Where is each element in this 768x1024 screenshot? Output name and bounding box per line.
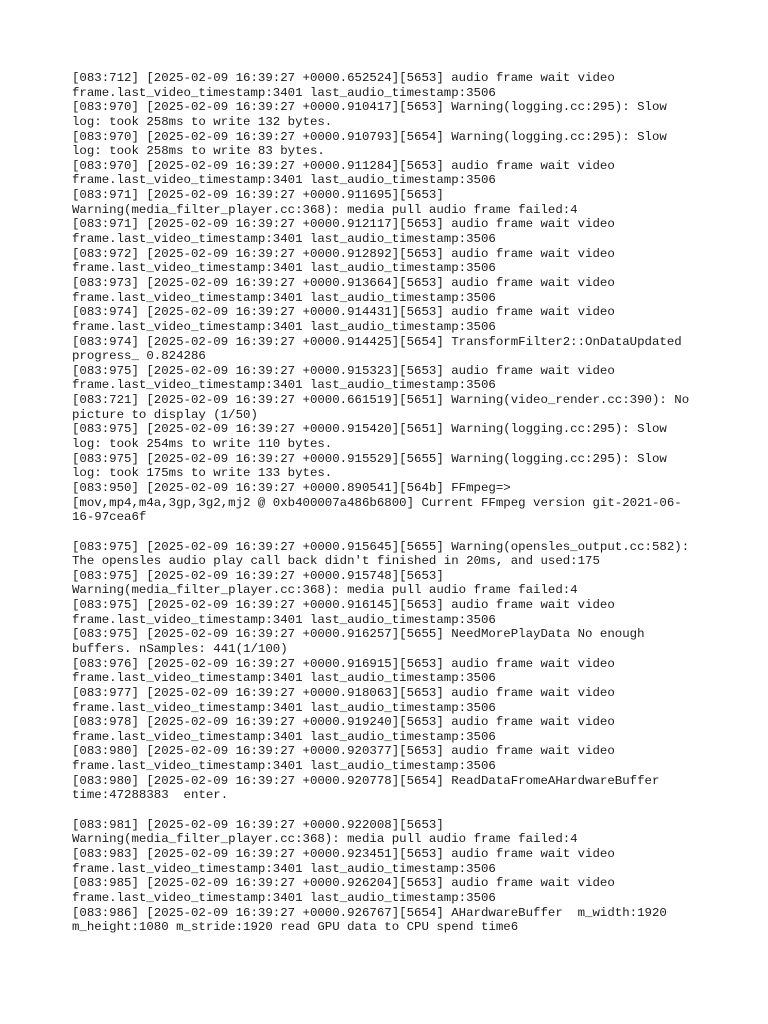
log-line: frame.last_video_timestamp:3401 last_audio_timestamp:3506	[72, 700, 496, 715]
log-line: [083:971] [2025-02-09 16:39:27 +0000.912117][5653] audio frame wait video	[72, 217, 615, 232]
log-line	[72, 525, 732, 540]
log-line: [083:980] [2025-02-09 16:39:27 +0000.920377][5653] audio frame wait video	[72, 744, 615, 759]
log-line: [083:976] [2025-02-09 16:39:27 +0000.916915][5653] audio frame wait video	[72, 656, 615, 671]
log-line: frame.last_video_timestamp:3401 last_audio_timestamp:3506	[72, 378, 496, 393]
log-line: [083:975] [2025-02-09 16:39:27 +0000.916145][5653] audio frame wait video	[72, 598, 615, 613]
log-line: Warning(media_filter_player.cc:368): media pull audio frame failed:4	[72, 832, 578, 847]
log-line: [083:975] [2025-02-09 16:39:27 +0000.915645][5655] Warning(opensles_output.cc:582):	[72, 539, 690, 554]
log-line: [083:970] [2025-02-09 16:39:27 +0000.911284][5653] audio frame wait video	[72, 158, 615, 173]
log-line: frame.last_video_timestamp:3401 last_audio_timestamp:3506	[72, 290, 496, 305]
log-line: [083:970] [2025-02-09 16:39:27 +0000.910793][5654] Warning(logging.cc:295): Slow	[72, 129, 667, 144]
log-line: frame.last_video_timestamp:3401 last_audio_timestamp:3506	[72, 759, 496, 774]
log-line: [083:983] [2025-02-09 16:39:27 +0000.923451][5653] audio frame wait video	[72, 846, 615, 861]
log-line: [083:973] [2025-02-09 16:39:27 +0000.913664][5653] audio frame wait video	[72, 275, 615, 290]
log-line: progress_ 0.824286	[72, 349, 206, 364]
log-line: log: took 175ms to write 133 bytes.	[72, 466, 333, 481]
log-line: [083:986] [2025-02-09 16:39:27 +0000.926767][5654] AHardwareBuffer m_width:1920	[72, 905, 667, 920]
log-line: [083:985] [2025-02-09 16:39:27 +0000.926204][5653] audio frame wait video	[72, 876, 615, 891]
log-line: [083:974] [2025-02-09 16:39:27 +0000.914431][5653] audio frame wait video	[72, 305, 615, 320]
log-line: [083:975] [2025-02-09 16:39:27 +0000.915748][5653]	[72, 568, 444, 583]
log-line: frame.last_video_timestamp:3401 last_audio_timestamp:3506	[72, 612, 496, 627]
log-line: frame.last_video_timestamp:3401 last_audio_timestamp:3506	[72, 261, 496, 276]
log-line: [083:975] [2025-02-09 16:39:27 +0000.915529][5655] Warning(logging.cc:295): Slow	[72, 451, 667, 466]
log-line: log: took 254ms to write 110 bytes.	[72, 437, 333, 452]
log-line: frame.last_video_timestamp:3401 last_audio_timestamp:3506	[72, 319, 496, 334]
log-line: frame.last_video_timestamp:3401 last_audio_timestamp:3506	[72, 173, 496, 188]
log-line: [083:970] [2025-02-09 16:39:27 +0000.910417][5653] Warning(logging.cc:295): Slow	[72, 100, 667, 115]
log-line: frame.last_video_timestamp:3401 last_audio_timestamp:3506	[72, 890, 496, 905]
log-line: [083:975] [2025-02-09 16:39:27 +0000.916257][5655] NeedMorePlayData No enough	[72, 627, 645, 642]
log-line: log: took 258ms to write 132 bytes.	[72, 114, 333, 129]
log-line: log: took 258ms to write 83 bytes.	[72, 144, 325, 159]
log-line: [083:712] [2025-02-09 16:39:27 +0000.652524][5653] audio frame wait video	[72, 71, 615, 85]
log-line: [083:980] [2025-02-09 16:39:27 +0000.920778][5654] ReadDataFromeAHardwareBuffer	[72, 773, 660, 788]
log-document	[72, 71, 732, 935]
log-line: [083:721] [2025-02-09 16:39:27 +0000.661519][5651] Warning(video_render.cc:390): No	[72, 393, 690, 408]
log-line: [083:978] [2025-02-09 16:39:27 +0000.919240][5653] audio frame wait video	[72, 715, 615, 730]
log-line: [083:981] [2025-02-09 16:39:27 +0000.922008][5653]	[72, 817, 444, 832]
log-line: frame.last_video_timestamp:3401 last_audio_timestamp:3506	[72, 85, 496, 100]
log-line: frame.last_video_timestamp:3401 last_audio_timestamp:3506	[72, 671, 496, 686]
log-line: Warning(media_filter_player.cc:368): media pull audio frame failed:4	[72, 583, 578, 598]
log-line: frame.last_video_timestamp:3401 last_audio_timestamp:3506	[72, 861, 496, 876]
log-line: picture to display (1/50)	[72, 407, 258, 422]
log-line: Warning(media_filter_player.cc:368): media pull audio frame failed:4	[72, 202, 578, 217]
log-line: 16-97cea6f	[72, 510, 147, 525]
log-line: frame.last_video_timestamp:3401 last_audio_timestamp:3506	[72, 232, 496, 247]
log-line	[72, 803, 732, 818]
log-line: [mov,mp4,m4a,3gp,3g2,mj2 @ 0xb400007a486b6800] Current FFmpeg version git-2021-06-	[72, 495, 682, 510]
log-line: time:47288383 enter.	[72, 788, 229, 803]
log-line: [083:974] [2025-02-09 16:39:27 +0000.914425][5654] TransformFilter2::OnDataUpdated	[72, 334, 682, 349]
log-line: The opensles audio play call back didn't finished in 20ms, and used:175	[72, 554, 600, 569]
log-line: buffers. nSamples: 441(1/100)	[72, 641, 288, 656]
log-line: [083:971] [2025-02-09 16:39:27 +0000.911695][5653]	[72, 188, 444, 203]
log-line: [083:975] [2025-02-09 16:39:27 +0000.915323][5653] audio frame wait video	[72, 363, 615, 378]
log-line: frame.last_video_timestamp:3401 last_audio_timestamp:3506	[72, 729, 496, 744]
log-line: [083:950] [2025-02-09 16:39:27 +0000.890541][564b] FFmpeg=>	[72, 480, 511, 495]
log-line: m_height:1080 m_stride:1920 read GPU data to CPU spend time6	[72, 920, 519, 935]
log-line: [083:977] [2025-02-09 16:39:27 +0000.918063][5653] audio frame wait video	[72, 685, 615, 700]
log-line: [083:975] [2025-02-09 16:39:27 +0000.915420][5651] Warning(logging.cc:295): Slow	[72, 422, 667, 437]
log-line: [083:972] [2025-02-09 16:39:27 +0000.912892][5653] audio frame wait video	[72, 246, 615, 261]
